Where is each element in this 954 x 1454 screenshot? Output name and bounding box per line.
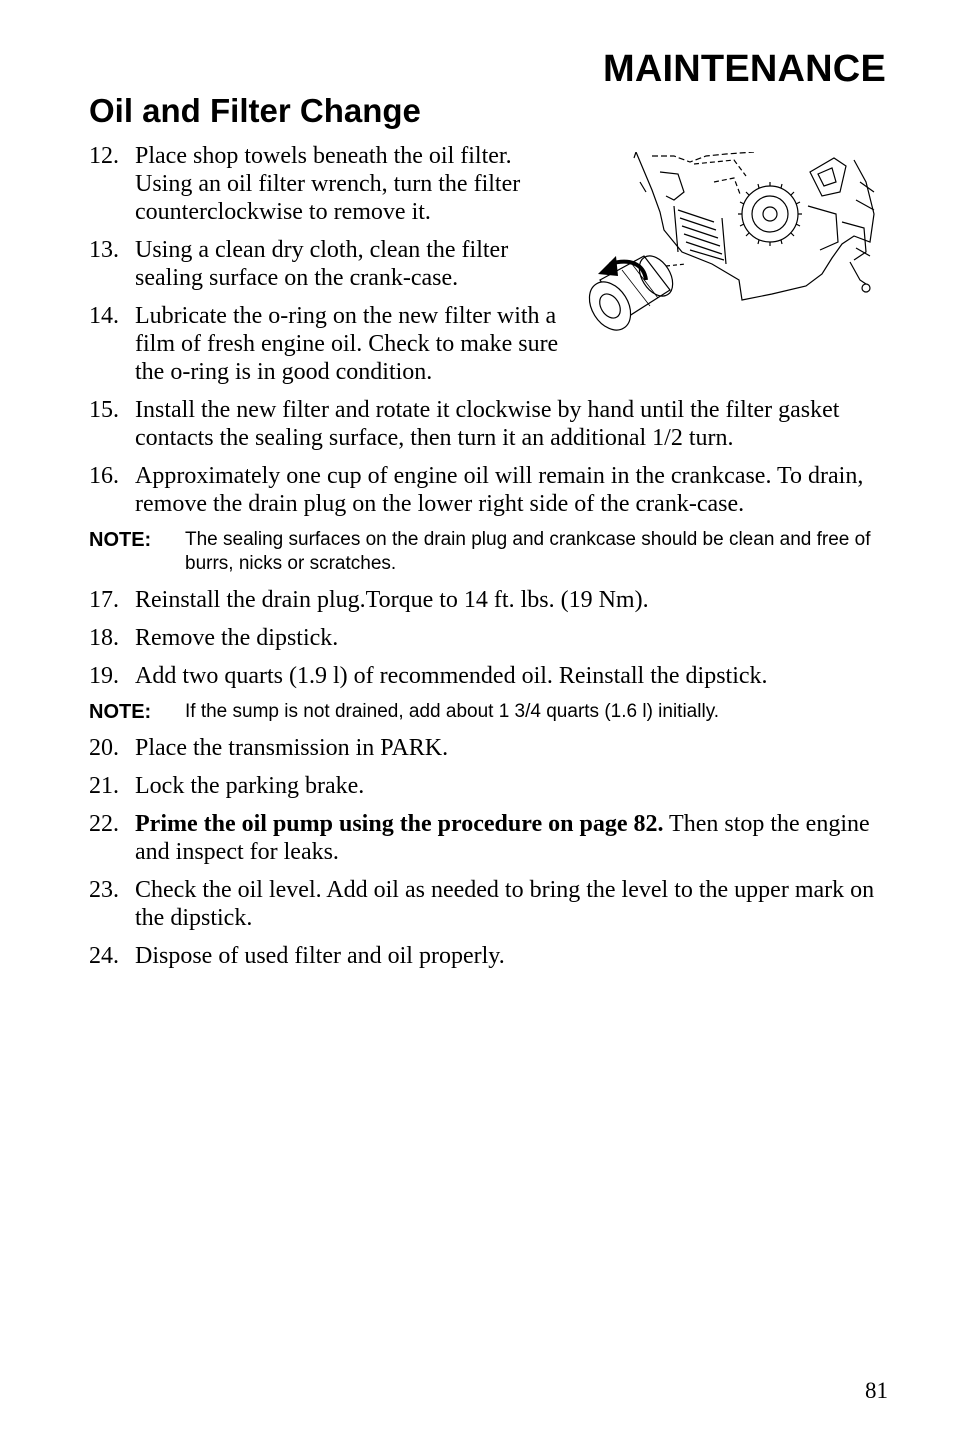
procedure-content [89, 142, 889, 980]
step-14 [89, 302, 565, 386]
step-text: Add two quarts (1.9 l) of recommended oil. Reinstall the dipstick. [135, 663, 768, 689]
step-number: 17. [89, 587, 119, 613]
step-text: Lubricate the o-ring on the new filter with a film of fresh engine oil. Check to make sure the o-ring is in good condition. [135, 303, 559, 385]
note-sump-not-drained [89, 700, 889, 724]
step-text: Reinstall the drain plug.Torque to 14 ft. lbs. (19 Nm). [135, 587, 649, 613]
note-label: NOTE: [89, 529, 152, 551]
step-number: 15. [89, 397, 119, 423]
step-19 [89, 662, 889, 690]
step-text: Using a clean dry cloth, clean the filter sealing surface on the crank-case. [135, 237, 509, 291]
step-text: Then stop the engine and inspect for leaks. [135, 811, 870, 865]
section-title: MAINTENANCE [603, 48, 886, 90]
step-18 [89, 624, 889, 652]
step-text: Place shop towels beneath the oil filter. Using an oil filter wrench, turn the filter counterclockwise to remove it. [135, 143, 521, 225]
note-text: If the sump is not drained, add about 1 3/4 quarts (1.6 l) initially. [185, 701, 720, 722]
step-text: Check the oil level. Add oil as needed to bring the level to the upper mark on the dipstick. [135, 877, 875, 931]
step-23 [89, 876, 889, 932]
step-text: Place the transmission in PARK. [135, 735, 449, 761]
step-number: 22. [89, 811, 119, 837]
step-number: 19. [89, 663, 119, 689]
step-number: 14. [89, 303, 119, 329]
step-number: 13. [89, 237, 119, 263]
step-21 [89, 772, 889, 800]
step-text: Dispose of used filter and oil properly. [135, 943, 505, 969]
step-emphasis: Prime the oil pump using the procedure on page 82. [135, 811, 664, 837]
step-text: Remove the dipstick. [135, 625, 339, 651]
step-12 [89, 142, 565, 226]
step-text: Lock the parking brake. [135, 773, 365, 799]
step-number: 24. [89, 943, 119, 969]
step-24 [89, 942, 889, 970]
step-text: Approximately one cup of engine oil will remain in the crankcase. To drain, remove the drain plug on the lower right side of the crank-case. [135, 463, 864, 517]
step-number: 18. [89, 625, 119, 651]
step-number: 16. [89, 463, 119, 489]
step-number: 12. [89, 143, 119, 169]
note-text: The sealing surfaces on the drain plug and crankcase should be clean and free of burrs, nicks or scratches. [185, 529, 871, 574]
step-number: 21. [89, 773, 119, 799]
step-number: 23. [89, 877, 119, 903]
page-title: Oil and Filter Change [89, 92, 421, 129]
note-sealing-surfaces [89, 528, 889, 576]
page-number: 81 [865, 1378, 888, 1403]
step-20 [89, 734, 889, 762]
step-13 [89, 236, 565, 292]
step-16 [89, 462, 889, 518]
note-label: NOTE: [89, 701, 152, 723]
step-15 [89, 396, 889, 452]
step-text: Install the new filter and rotate it clockwise by hand until the filter gasket contacts the sealing surface, then turn it an additional 1/2 turn. [135, 397, 840, 451]
step-17 [89, 586, 889, 614]
step-22 [89, 810, 889, 866]
step-number: 20. [89, 735, 119, 761]
